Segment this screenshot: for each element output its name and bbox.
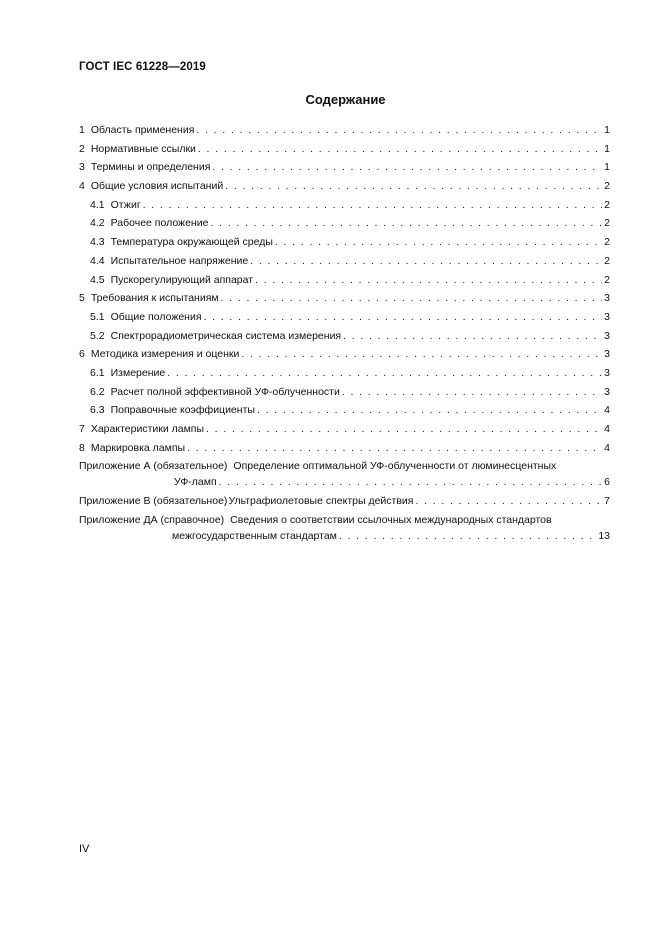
toc-entry-number: 3	[79, 161, 85, 174]
appendix-b-page: 7	[604, 495, 610, 508]
toc-entry-number: 4.3	[90, 236, 105, 249]
toc-entry-page: 3	[604, 348, 610, 361]
toc-entry-title: Расчет полной эффективной УФ-облученности	[110, 385, 340, 398]
appendix-a-prefix: Приложение А (обязательное)	[79, 460, 228, 473]
appendix-da-prefix: Приложение ДА (справочное)	[79, 513, 225, 526]
toc-entry-label	[79, 386, 340, 398]
toc-entry-title: Методика измерения и оценки	[90, 348, 240, 361]
toc-entry-title: Пускорегулирующий аппарат	[110, 273, 254, 286]
toc-entry-number: 5.2	[90, 329, 105, 342]
dot-leader	[241, 348, 602, 361]
dot-leader	[204, 311, 603, 324]
toc-entry-page: 2	[604, 254, 610, 267]
toc-entry-label	[79, 311, 202, 323]
toc-entry[interactable]	[79, 311, 610, 330]
toc-entry-number: 6	[79, 348, 85, 361]
dot-leader	[250, 255, 602, 268]
toc-entry[interactable]	[79, 330, 610, 349]
toc-entry-label	[79, 143, 196, 155]
toc-entry[interactable]	[79, 404, 610, 423]
toc-entry-number: 6.3	[90, 404, 105, 417]
toc-entry-page: 4	[604, 423, 610, 435]
dot-leader	[255, 274, 602, 287]
toc-entry-title: Нормативные ссылки	[90, 142, 196, 155]
toc-entry-number: 4.1	[90, 198, 105, 211]
page-number-roman: IV	[79, 843, 90, 855]
toc-entry-page: 2	[604, 198, 610, 211]
doc-header-code: ГОСТ IEC 61228—2019	[79, 61, 206, 73]
toc-entry[interactable]	[79, 199, 610, 218]
toc-entry-number: 1	[79, 124, 85, 136]
toc-entry[interactable]	[79, 442, 610, 461]
dot-leader	[206, 423, 602, 436]
toc-entry[interactable]	[79, 423, 610, 442]
toc-entry-number: 4.4	[90, 254, 105, 267]
toc-entry-page: 2	[604, 236, 610, 249]
appendix-a-page: 6	[604, 476, 610, 489]
toc-entry[interactable]	[79, 274, 610, 293]
toc-entry[interactable]	[79, 236, 610, 255]
appendix-a-title-line2: УФ-ламп	[174, 476, 217, 489]
toc-entry-title: Общие условия испытаний	[90, 180, 224, 193]
toc-entry-title: Измерение	[110, 366, 166, 379]
toc-entry[interactable]	[79, 348, 610, 367]
appendix-b-prefix: Приложение В (обязательное)	[79, 495, 228, 508]
table-of-contents	[79, 124, 610, 548]
toc-entry-number: 7	[79, 423, 85, 435]
toc-entry-label	[79, 367, 165, 379]
dot-leader	[221, 292, 603, 305]
appendix-a-title-line1: Определение оптимальной УФ-облученности от люминесцентных	[233, 460, 557, 473]
toc-entry-title: Маркировка лампы	[90, 441, 186, 454]
dot-leader	[143, 199, 603, 212]
dot-leader	[198, 143, 602, 156]
toc-entry-page: 2	[604, 180, 610, 193]
appendix-b-title: Ультрафиолетовые спектры действия	[228, 495, 414, 508]
appendix-da-title-line2: межгосударственным стандартам	[172, 529, 337, 542]
toc-entry-number: 8	[79, 441, 85, 454]
dot-leader	[196, 124, 602, 137]
dot-leader	[212, 161, 602, 174]
toc-entry-page: 1	[604, 161, 610, 174]
dot-leader	[339, 530, 596, 543]
toc-entry-number: 5	[79, 292, 85, 305]
toc-entry-number: 4	[79, 180, 85, 193]
toc-entry-page: 4	[604, 404, 610, 417]
toc-entry-number: 6.2	[90, 385, 105, 398]
toc-entry-label	[79, 180, 223, 192]
dot-leader	[225, 180, 602, 193]
dot-leader	[415, 495, 602, 508]
toc-entry-title: Общие положения	[110, 310, 202, 323]
toc-entry[interactable]	[79, 124, 610, 143]
toc-entry-label	[79, 348, 239, 360]
toc-entry-title: Температура окружающей среды	[110, 236, 273, 249]
dot-leader	[275, 236, 602, 249]
toc-entry-page: 3	[604, 329, 610, 342]
toc-entry-label	[79, 255, 248, 267]
dot-leader	[343, 330, 602, 343]
toc-entry[interactable]	[79, 143, 610, 162]
toc-entry[interactable]	[79, 386, 610, 405]
dot-leader	[219, 476, 602, 489]
toc-entry-label	[79, 124, 194, 136]
toc-entry-title: Отжиг	[110, 198, 141, 211]
toc-entry-page: 1	[604, 142, 610, 155]
toc-entry[interactable]	[79, 367, 610, 386]
toc-entry-page: 3	[604, 385, 610, 398]
toc-entry-label	[79, 236, 273, 248]
toc-entry-label	[79, 292, 219, 304]
toc-entry[interactable]	[79, 292, 610, 311]
toc-entry-title: Поправочные коэффициенты	[110, 404, 255, 417]
toc-entry-label	[79, 274, 253, 286]
toc-entry-title: Характеристики лампы	[90, 423, 205, 435]
toc-entry[interactable]	[79, 217, 610, 236]
toc-entry-page: 3	[604, 292, 610, 305]
toc-entry-page: 2	[604, 273, 610, 286]
toc-entry-title: Область применения	[90, 124, 195, 136]
toc-entry-title: Спектрорадиометрическая система измерения	[110, 329, 342, 342]
dot-leader	[257, 404, 602, 417]
toc-entry[interactable]	[79, 180, 610, 199]
toc-entry-label	[79, 423, 204, 435]
toc-entry[interactable]	[79, 161, 610, 180]
toc-entry-label	[79, 442, 185, 454]
toc-entry-page: 1	[604, 124, 610, 136]
toc-entry-title: Требования к испытаниям	[90, 292, 219, 305]
toc-entry-page: 2	[604, 217, 610, 230]
toc-appendix-da[interactable]	[79, 514, 610, 549]
toc-entry-label	[79, 161, 210, 173]
appendix-da-page: 13	[598, 529, 610, 542]
dot-leader	[342, 386, 602, 399]
toc-entry-page: 4	[604, 441, 610, 454]
toc-entry-number: 5.1	[90, 310, 105, 323]
toc-entry-page: 3	[604, 366, 610, 379]
toc-entry-number: 2	[79, 142, 85, 155]
toc-entry-label	[79, 217, 208, 229]
toc-entry-title: Испытательное напряжение	[110, 254, 249, 267]
page-title: Содержание	[305, 92, 386, 107]
dot-leader	[210, 217, 602, 230]
toc-appendix-a[interactable]	[79, 460, 610, 495]
toc-entry-label	[79, 330, 341, 342]
toc-entry-label	[79, 404, 255, 416]
toc-appendix-b[interactable]	[79, 495, 610, 514]
toc-entry[interactable]	[79, 255, 610, 274]
toc-entry-label	[79, 199, 141, 211]
toc-entry-number: 4.5	[90, 273, 105, 286]
dot-leader	[167, 367, 602, 380]
toc-entry-title: Термины и определения	[90, 161, 211, 174]
toc-entry-page: 3	[604, 310, 610, 323]
appendix-da-title-line1: Сведения о соответствии ссылочных международных стандартов	[230, 513, 552, 526]
dot-leader	[187, 442, 602, 455]
toc-entry-number: 4.2	[90, 217, 105, 230]
toc-entry-title: Рабочее положение	[110, 217, 209, 230]
toc-entry-number: 6.1	[90, 366, 105, 379]
